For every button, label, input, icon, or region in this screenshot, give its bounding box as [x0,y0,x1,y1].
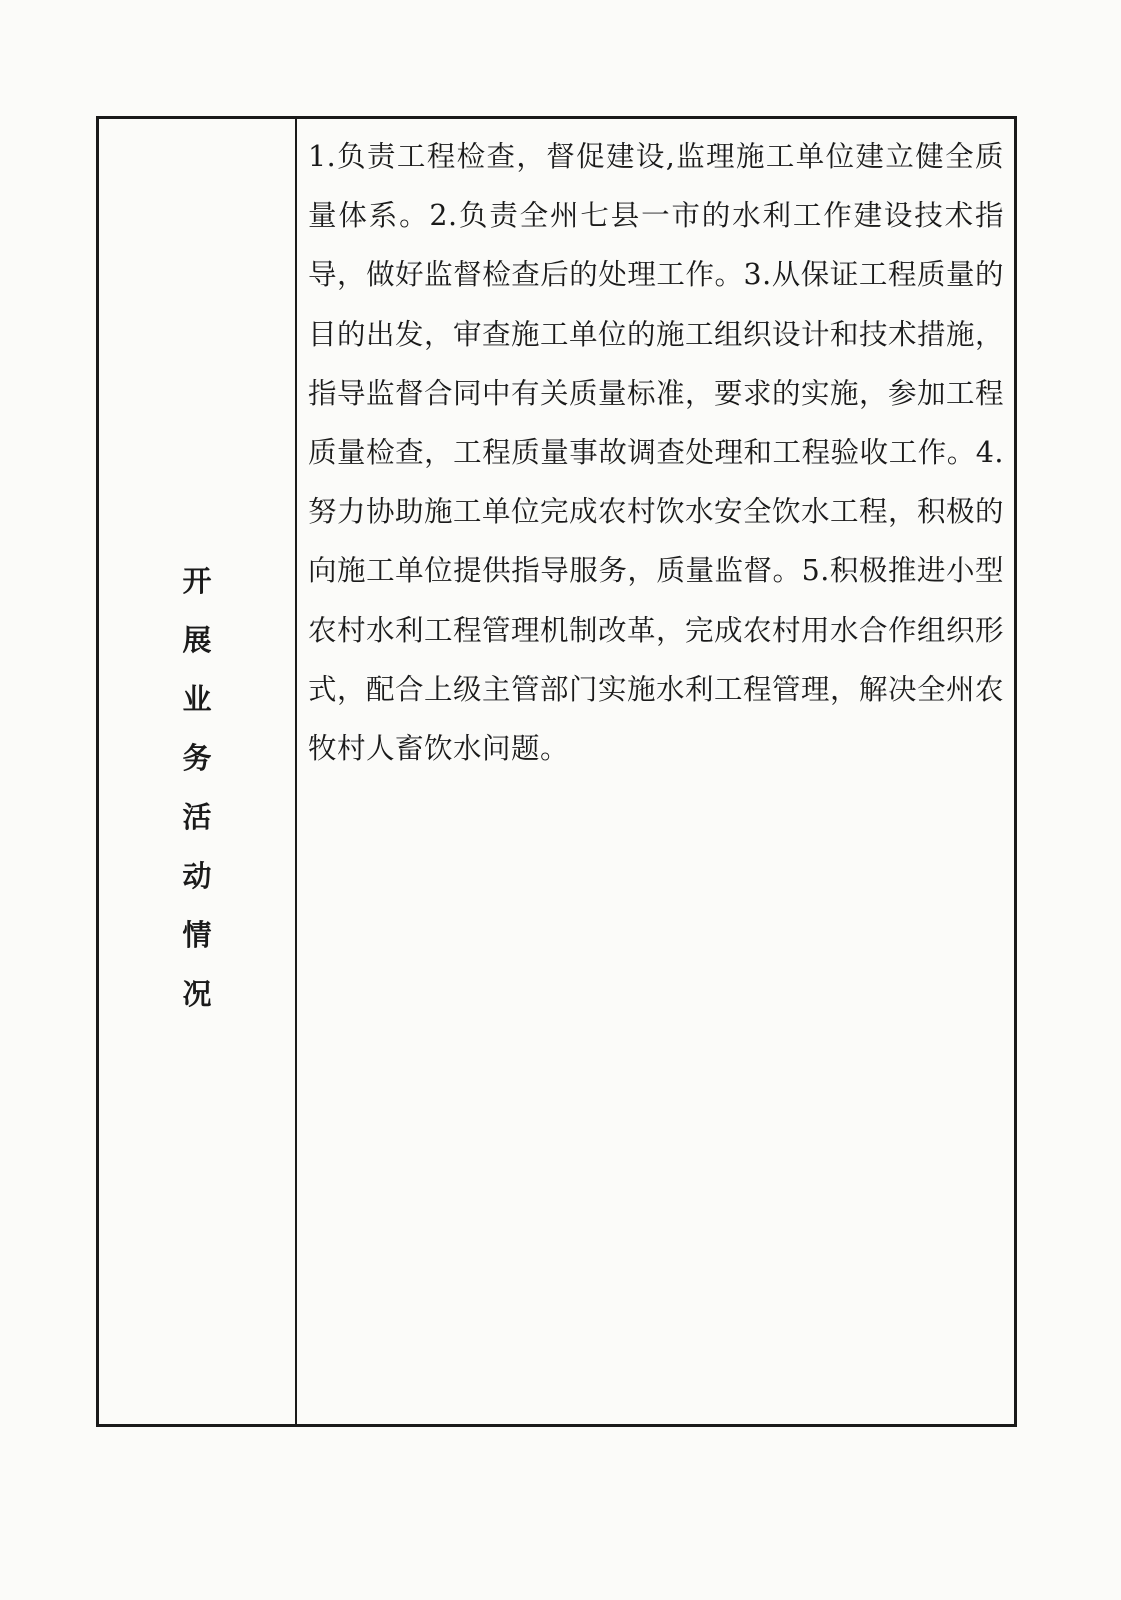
label-char: 况 [182,977,212,1011]
label-char: 情 [182,918,212,952]
label-char: 展 [182,623,212,657]
section-content-cell [297,119,1014,1424]
section-label [99,552,295,1024]
form-table [96,116,1017,1427]
label-char: 活 [182,800,212,834]
label-char: 开 [182,564,212,598]
label-char: 动 [182,859,212,893]
label-char: 务 [182,741,212,775]
section-label-cell [99,119,297,1424]
section-content-text: 1.负责工程检查，督促建设,监理施工单位建立健全质量体系。2.负责全州七县一市的水利工作建设技术指导，做好监督检查后的处理工作。3.从保证工程质量的目的出发，审查施工单位的施工组织设计和技术措施，指导监督合同中有关质量标准，要求的实施，参加工程质量检查，工程质量事故调查处理和工程验收工作。4.努力协助施工单位完成农村饮水安全饮水工程，积极的向施工单位提供指导服务，质量监督。5.积极推进小型农村水利工程管理机制改革，完成农村用水合作组织形式，配合上级主管部门实施水利工程管理，解决全州农牧村人畜饮水问题。 [308,140,1005,766]
label-char: 业 [182,682,212,716]
